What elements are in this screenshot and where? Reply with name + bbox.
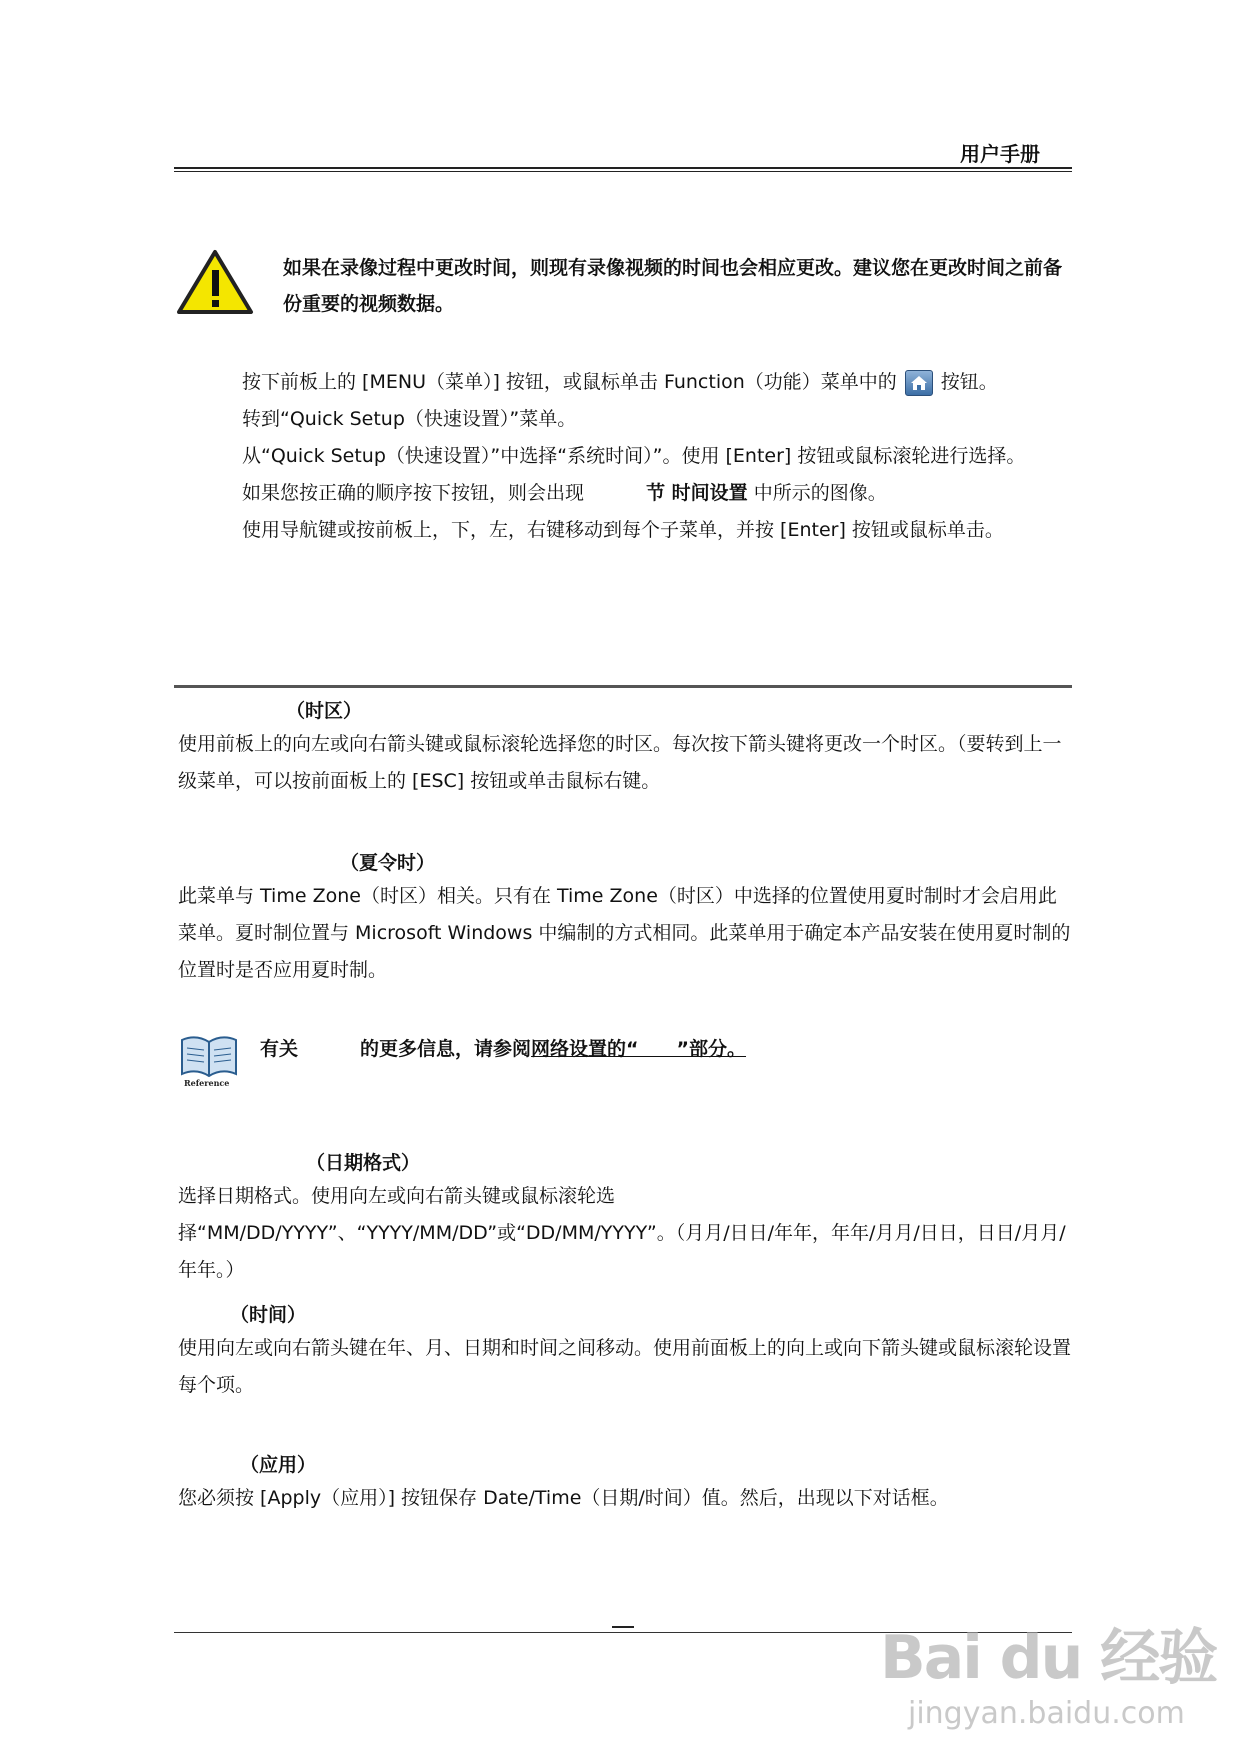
header-rule-thin <box>174 171 1072 172</box>
watermark-url: jingyan.baidu.com <box>908 1696 1185 1731</box>
reference-prefix: 有关 <box>260 1038 299 1060</box>
step-1 <box>242 364 1072 401</box>
dst-body: 此菜单与 Time Zone（时区）相关。只有在 Time Zone（时区）中选择的位置使用夏时制时才会启用此菜单。夏时制位置与 Microsoft Windows 中编制的方式相同。此菜单用于确定本产品安装在使用夏时制的位置时是否应用夏时制。 <box>178 885 1071 981</box>
warning-text: 如果在录像过程中更改时间，则现有录像视频的时间也会相应更改。建议您在更改时间之前备份重要的视频数据。 <box>283 257 1063 315</box>
step-4-section-link: 节 时间设置 <box>646 482 748 504</box>
reference-book-icon <box>178 1030 240 1088</box>
time-body: 使用向左或向右箭头键在年、月、日期和时间之间移动。使用前面板上的向上或向下箭头键或鼠标滚轮设置每个项。 <box>178 1337 1072 1396</box>
dst-title: （夏令时） <box>340 852 436 874</box>
step-1-text: 按下前板上的 [MENU（菜单）] 按钮，或鼠标单击 Function（功能）菜单中的 <box>242 371 897 393</box>
reference-label: Reference <box>184 1078 230 1088</box>
step-2: 转到“Quick Setup（快速设置）”菜单。 <box>242 408 577 430</box>
step-3: 从“Quick Setup（快速设置）”中选择“系统时间）”。使用 [Enter] 按钮或鼠标滚轮进行选择。 <box>242 445 1026 467</box>
section-divider <box>174 685 1072 688</box>
apply-title: （应用） <box>240 1454 317 1476</box>
dateformat-body: 选择日期格式。使用向左或向右箭头键或鼠标滚轮选择“MM/DD/YYYY”、“YYYY/MM/DD”或“DD/MM/YYYY”。（月月/日日/年年，年年/月月/日日，日日/月月/年年。） <box>178 1185 1066 1281</box>
step-1-tail: 按钮。 <box>940 371 998 393</box>
reference-link[interactable]: 网络设置的“ ”部分。 <box>531 1038 747 1060</box>
page-number-dash <box>612 1626 634 1628</box>
watermark-brand: Bai du 经验 <box>880 1623 1217 1693</box>
watermark <box>880 1610 1216 1731</box>
steps-list <box>242 364 1072 549</box>
reference-middle: 的更多信息，请参阅 <box>360 1038 532 1060</box>
timezone-body: 使用前板上的向左或向右箭头键或鼠标滚轮选择您的时区。每次按下箭头键将更改一个时区。（要转到上一级菜单，可以按前面板上的 [ESC] 按钮或单击鼠标右键。 <box>178 733 1062 792</box>
header-title: 用户手册 <box>960 142 1040 166</box>
step-5: 使用导航键或按前板上，下，左，右键移动到每个子菜单，并按 [Enter] 按钮或鼠标单击。 <box>242 519 1004 541</box>
step-4 <box>242 475 1072 512</box>
warning-icon <box>176 248 254 316</box>
reference-text <box>260 1034 746 1061</box>
dateformat-title: （日期格式） <box>306 1152 421 1174</box>
time-title: （时间） <box>230 1304 307 1326</box>
step-4-tail: 中所示的图像。 <box>753 482 887 504</box>
home-icon <box>905 370 933 396</box>
apply-body: 您必须按 [Apply（应用）] 按钮保存 Date/Time（日期/时间）值。然后，出现以下对话框。 <box>178 1487 949 1509</box>
timezone-title: （时区） <box>286 700 363 722</box>
header-rule <box>174 167 1072 169</box>
step-4-text: 如果您按正确的顺序按下按钮，则会出现 <box>242 482 585 504</box>
